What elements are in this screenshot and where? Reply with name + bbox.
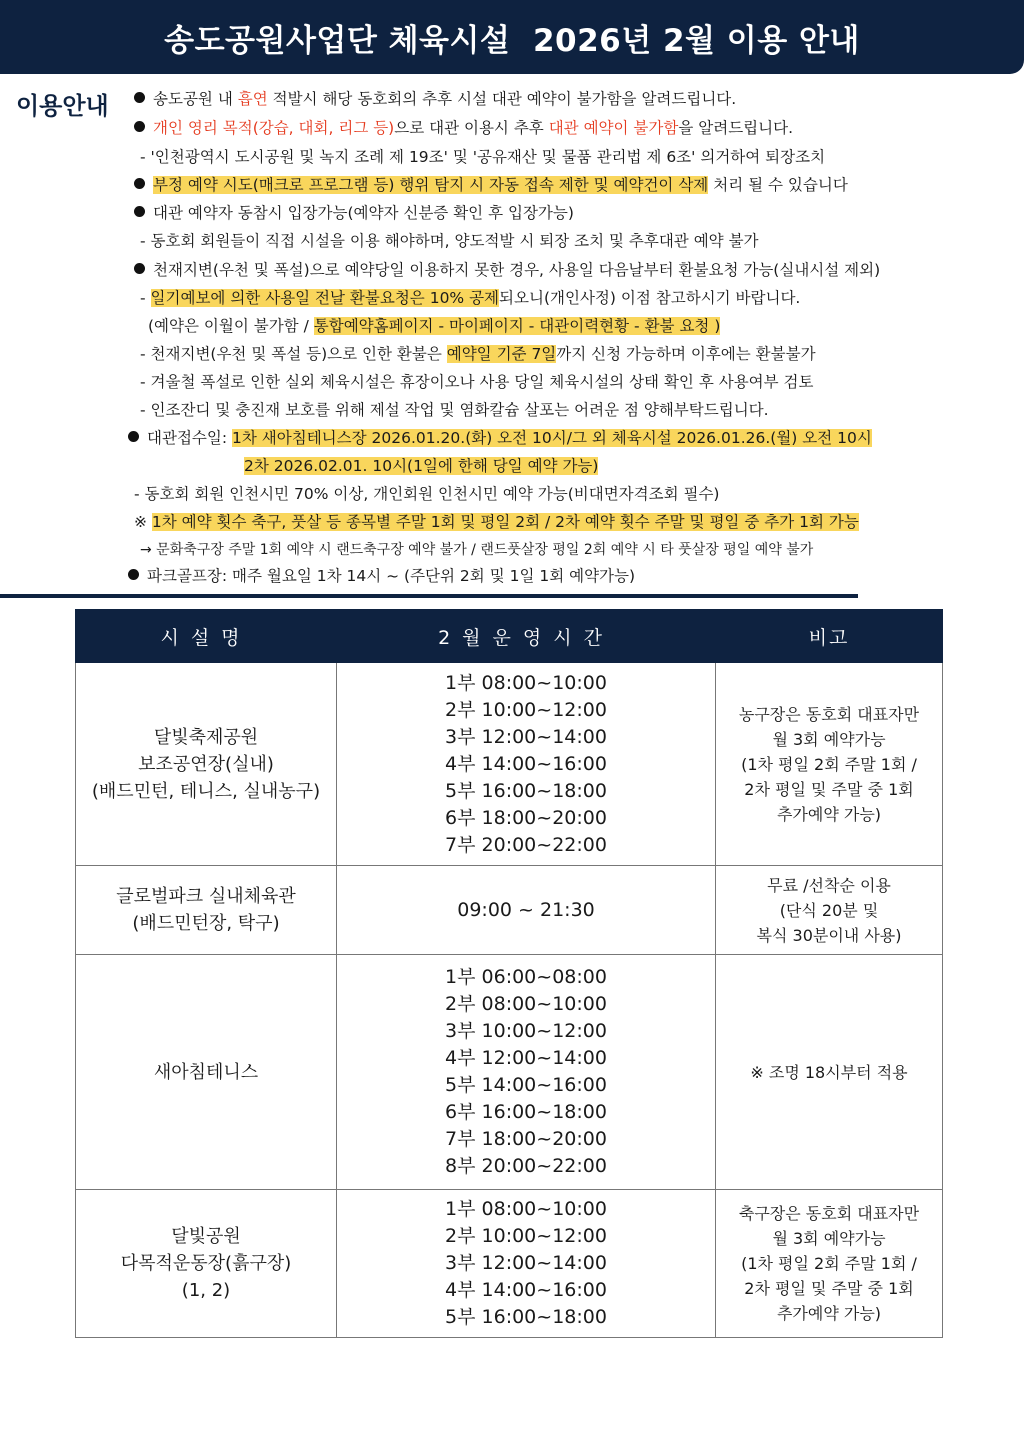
time-slot-line: 5부 16:00~18:00 [445, 1306, 607, 1328]
header-operating-hours: 2월운영시간 [337, 610, 716, 663]
time-slot-line: 5부 14:00~16:00 [445, 1074, 607, 1096]
bullet-icon [128, 569, 139, 580]
remark-line: 축구장은 동호회 대표자만 [738, 1204, 920, 1223]
remark-line: 2차 평일 및 주말 중 1회 [744, 1279, 914, 1298]
remark-line: (단식 20분 및 [779, 900, 879, 920]
time-slot-line: 8부 20:00~22:00 [445, 1155, 607, 1177]
table-row [76, 866, 943, 955]
section-label: 이용안내 [16, 92, 109, 120]
time-slot-line: 5부 16:00~18:00 [445, 779, 607, 802]
header-facility-name: 시설명 [76, 610, 337, 663]
facility-name-line: 달빛축제공원 [153, 726, 259, 748]
facility-schedule-table [75, 609, 943, 1338]
notice-weather-refund-path: (예약은 이월이 불가함 / 통합예약홈페이지 - 마이페이지 - 대관이력현황 - 환불 요청 ) [148, 317, 721, 335]
facility-name-line: 다목적운동장(흙구장) [120, 1253, 292, 1274]
bullet-icon [134, 121, 145, 132]
notice-commercial: 개인 영리 목적(강습, 대회, 리그 등)으로 대관 이용시 추후 대관 예약이 불가함을 알려드립니다. [134, 116, 793, 140]
bullet-icon [134, 206, 145, 217]
notice-eligibility: - 동호회 회원 인천시민 70% 이상, 개인회원 인천시민 예약 가능(비대면자격조회 필수) [134, 485, 720, 503]
notice-parkgolf: 파크골프장: 매주 월요일 1차 14시 ~ (주단위 2회 및 1일 1회 예약가능) [128, 564, 635, 588]
notice-booking-dates: 대관접수일: 1차 새아침테니스장 2026.01.20.(화) 오전 10시/그 외 체육시설 2026.01.26.(월) 오전 10시 [128, 426, 872, 450]
remark-cell [716, 955, 943, 1190]
time-slot-line: 4부 14:00~16:00 [445, 1279, 607, 1301]
table-row [76, 1190, 943, 1338]
table-row [76, 955, 943, 1190]
bullet-icon [128, 431, 139, 442]
time-slot-cell [337, 1190, 716, 1338]
time-slot-line: 3부 12:00~14:00 [445, 725, 607, 748]
bullet-icon [134, 92, 145, 103]
table-row [76, 663, 943, 866]
notice-smoking: 송도공원 내 흡연 적발시 해당 동호회의 추후 시설 대관 예약이 불가함을 알려드립니다. [134, 87, 736, 111]
remark-line: 월 3회 예약가능 [772, 1229, 886, 1248]
time-slot-line: 7부 18:00~20:00 [445, 1128, 607, 1150]
remark-line: 추가예약 가능) [776, 1304, 882, 1323]
time-slot-line: 4부 14:00~16:00 [445, 752, 607, 775]
notice-booking-second-round: 2차 2026.02.01. 10시(1일에 한해 당일 예약 가능) [244, 457, 599, 475]
time-slot-line: 1부 08:00~10:00 [445, 671, 607, 694]
table-header-row [76, 610, 943, 663]
time-slot-line: 09:00 ~ 21:30 [457, 898, 595, 921]
notice-weather-forecast: - 일기예보에 의한 사용일 전날 환불요청은 10% 공제되오니(개인사정) 이점 참고하시기 바랍니다. [140, 289, 801, 307]
remark-line: 무료 /선착순 이용 [767, 875, 891, 895]
remark-line: 복식 30분이내 사용) [756, 925, 902, 945]
facility-name-line: 달빛공원 [171, 1226, 241, 1247]
time-slot-line: 2부 10:00~12:00 [445, 1225, 607, 1247]
facility-name-cell [76, 866, 337, 955]
remark-cell [716, 663, 943, 866]
notice-weather: 천재지변(우천 및 폭설)으로 예약당일 이용하지 못한 경우, 사용일 다음날부터 환불요청 가능(실내시설 제외) [134, 258, 880, 282]
notice-weather-refund-deadline: - 천재지변(우천 및 폭설 등)으로 인한 환불은 예약일 기준 7일까지 신청 가능하며 이후에는 환불불가 [140, 345, 816, 363]
remark-line: 2차 평일 및 주말 중 1회 [744, 779, 914, 799]
notice-entry: 대관 예약자 동참시 입장가능(예약자 신분증 확인 후 입장가능) [134, 201, 574, 225]
facility-name-cell [76, 1190, 337, 1338]
facility-name-line: (1, 2) [181, 1280, 231, 1301]
remark-line: (1차 평일 2회 주말 1회 / [741, 1254, 917, 1273]
facility-name-line: 새아침테니스 [153, 1061, 259, 1083]
remark-line: ※ 조명 18시부터 적용 [750, 1062, 908, 1082]
facility-name-line: (배드민턴장, 탁구) [132, 913, 280, 934]
time-slot-line: 3부 10:00~12:00 [445, 1020, 607, 1042]
facility-name-cell [76, 955, 337, 1190]
bullet-icon [134, 178, 145, 189]
facility-name-cell [76, 663, 337, 866]
header-banner [0, 0, 1024, 74]
time-slot-line: 6부 16:00~18:00 [445, 1101, 607, 1123]
remark-line: (1차 평일 2회 주말 1회 / [741, 754, 917, 774]
notice-entry-detail: - 동호회 회원들이 직접 시설을 이용 해야하며, 양도적발 시 퇴장 조치 및 추후대관 예약 불가 [140, 232, 759, 250]
notice-winter-closure: - 겨울철 폭설로 인한 실외 체육시설은 휴장이오나 사용 당일 체육시설의 상태 확인 후 사용여부 검토 [140, 373, 814, 391]
time-slot-cell [337, 663, 716, 866]
time-slot-cell [337, 866, 716, 955]
facility-name-line: (배드민턴, 테니스, 실내농구) [91, 780, 321, 802]
time-slot-line: 1부 08:00~10:00 [445, 1198, 607, 1220]
remark-line: 농구장은 동호회 대표자만 [738, 704, 920, 724]
time-slot-cell [337, 955, 716, 1190]
time-slot-line: 2부 10:00~12:00 [445, 698, 607, 721]
time-slot-line: 3부 12:00~14:00 [445, 1252, 607, 1274]
header-remarks: 비고 [716, 610, 943, 663]
time-slot-line: 4부 12:00~14:00 [445, 1047, 607, 1069]
facility-name-line: 글로벌파크 실내체육관 [116, 886, 296, 907]
remark-cell [716, 1190, 943, 1338]
time-slot-line: 2부 08:00~10:00 [445, 993, 607, 1015]
remark-line: 월 3회 예약가능 [772, 729, 886, 749]
notice-booking-count: ※ 1차 예약 횟수 축구, 풋살 등 종목별 주말 1회 및 평일 2회 / 2차 예약 횟수 주말 및 평일 중 추가 1회 가능 [134, 513, 859, 531]
time-slot-line: 7부 20:00~22:00 [445, 833, 607, 856]
bullet-icon [134, 263, 145, 274]
page-title: 송도공원사업단 체육시설 2026년 2월 이용 안내 [164, 22, 860, 59]
remark-cell [716, 866, 943, 955]
section-divider [0, 594, 858, 598]
time-slot-line: 6부 18:00~20:00 [445, 806, 607, 829]
facility-name-line: 보조공연장(실내) [138, 753, 274, 775]
notice-macro: 부정 예약 시도(매크로 프로그램 등) 행위 탐지 시 자동 접속 제한 및 예약건이 삭제 처리 될 수 있습니다 [134, 173, 848, 197]
notice-football-restriction: → 문화축구장 주말 1회 예약 시 랜드축구장 예약 불가 / 랜드풋살장 평일 2회 예약 시 타 풋살장 평일 예약 불가 [140, 542, 814, 558]
time-slot-line: 1부 06:00~08:00 [445, 966, 607, 988]
notice-turf-protection: - 인조잔디 및 충진재 보호를 위해 제설 작업 및 염화칼슘 살포는 어려운 점 양해부탁드립니다. [140, 401, 769, 419]
remark-line: 추가예약 가능) [776, 804, 882, 824]
notice-commercial-detail: - '인천광역시 도시공원 및 녹지 조례 제 19조' 및 '공유재산 및 물품 관리법 제 6조' 의거하여 퇴장조치 [140, 148, 826, 166]
